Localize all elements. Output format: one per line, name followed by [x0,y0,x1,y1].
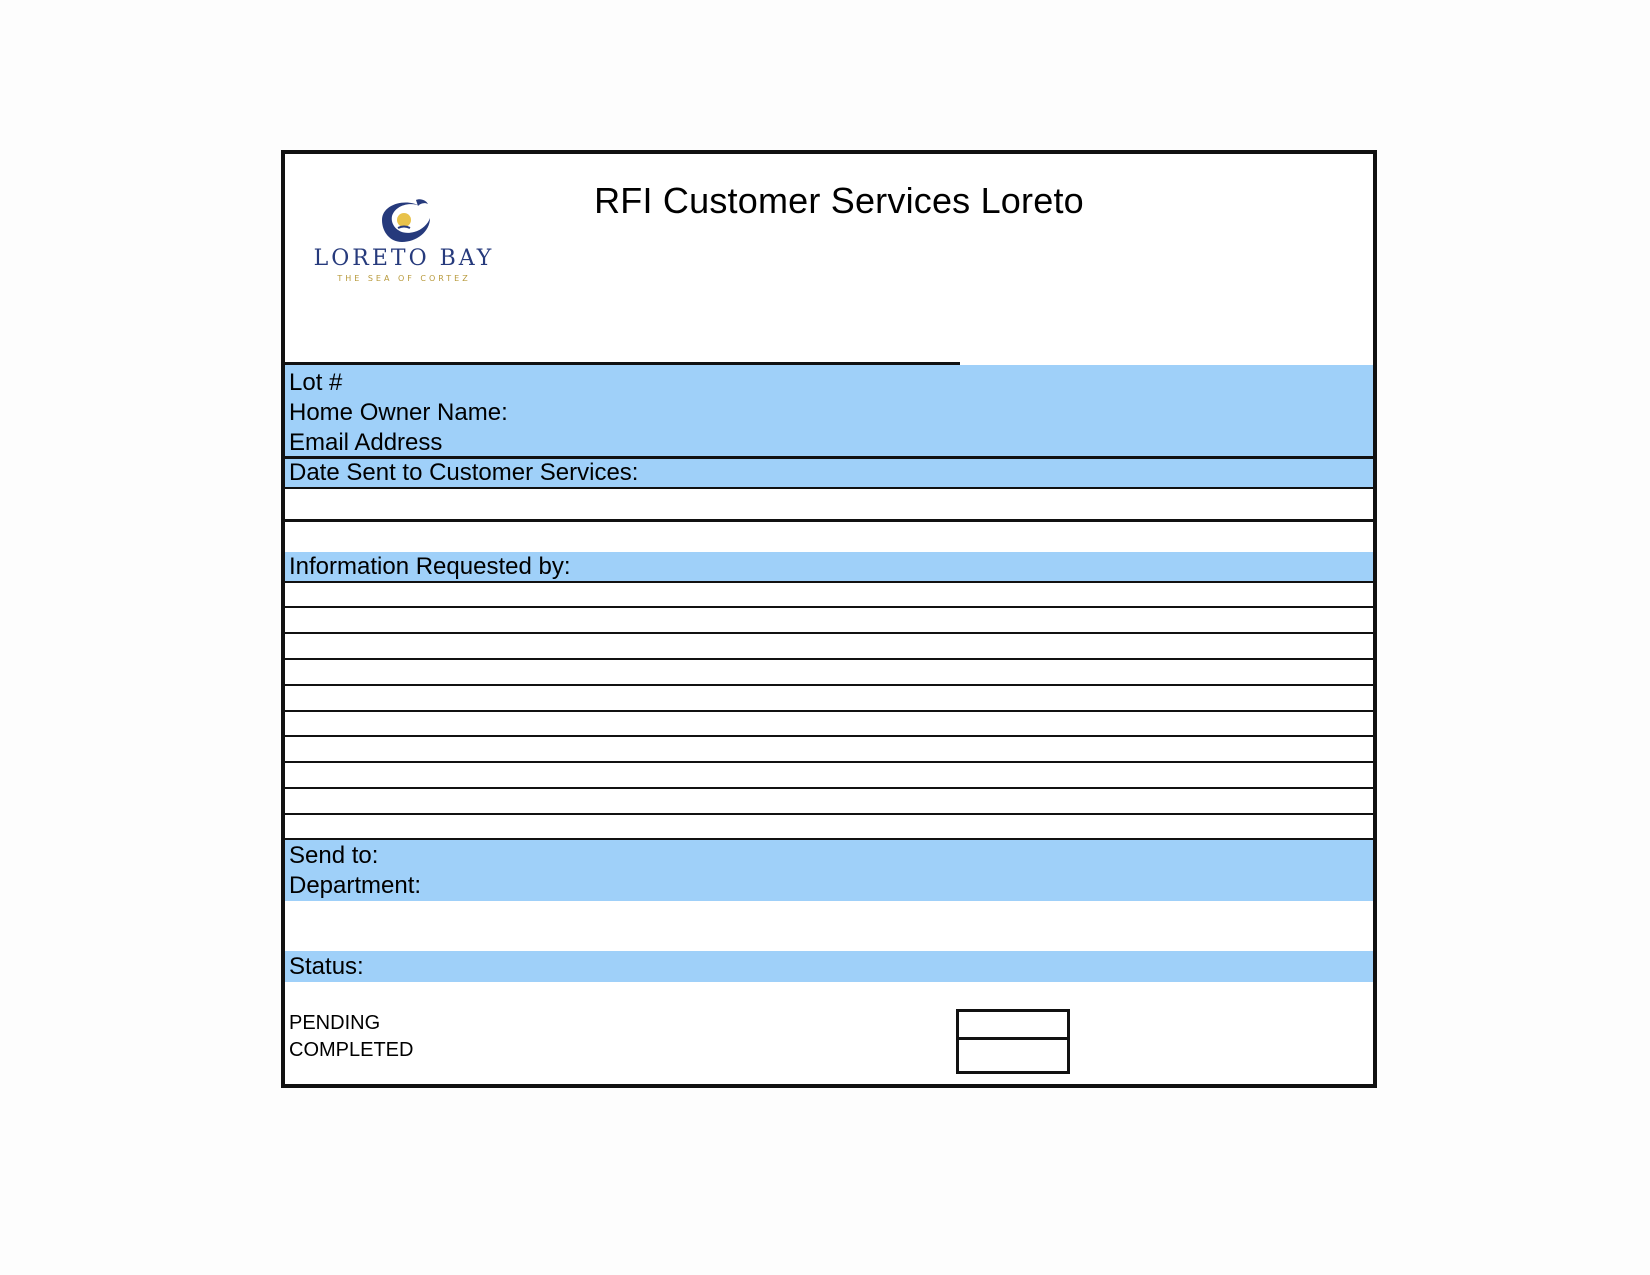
request-details-area[interactable] [285,581,1373,838]
owner-info-section [285,365,1373,456]
date-sent-field[interactable] [285,489,1373,519]
date-sent-section [285,459,1373,487]
ruled-line [285,813,1373,815]
date-sent-label: Date Sent to Customer Services: [289,459,639,486]
ruled-line [285,606,1373,608]
logo-brand: LORETO BAY [313,246,495,271]
home-owner-label: Home Owner Name: [289,399,508,426]
loreto-bay-logo [309,194,499,294]
ruled-line [285,658,1373,660]
completed-checkbox[interactable] [956,1037,1070,1074]
ruled-line [285,761,1373,763]
rfi-form [281,150,1377,1088]
send-to-section [285,840,1373,901]
department-label: Department: [289,872,422,899]
ruled-line [285,735,1373,737]
status-options [285,1010,413,1064]
divider [285,519,1373,522]
whale-tail-logo-icon [376,196,432,244]
ruled-line [285,684,1373,686]
status-label: Status: [289,953,364,980]
logo-tagline: THE SEA OF CORTEZ [337,274,471,283]
info-requested-section [285,552,1373,581]
ruled-line [285,787,1373,789]
status-option-completed: COMPLETED [289,1039,414,1061]
form-title: RFI Customer Services Loreto [594,180,1084,221]
info-requested-label: Information Requested by: [289,553,571,580]
status-section [285,951,1373,982]
ruled-line [285,710,1373,712]
lot-label: Lot # [289,369,343,396]
send-to-label: Send to: [289,842,379,869]
ruled-line [285,632,1373,634]
ruled-line [285,581,1373,583]
status-option-pending: PENDING [289,1012,381,1034]
email-label: Email Address [289,429,443,456]
